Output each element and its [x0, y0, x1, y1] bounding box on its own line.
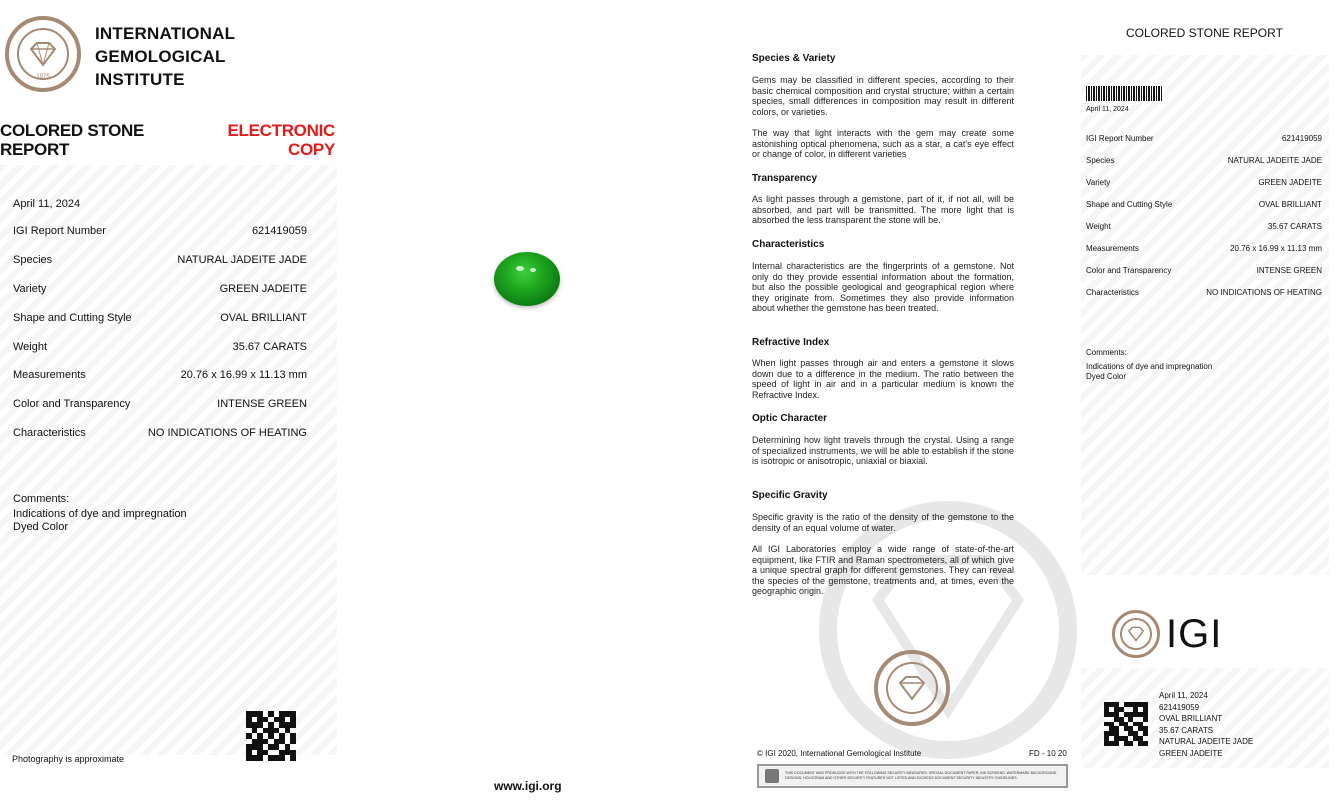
- report-row: [1086, 200, 1322, 209]
- right-panel-background: [1081, 55, 1329, 575]
- report-title-line2: REPORT: [0, 140, 70, 159]
- row-value: INTENSE GREEN: [1256, 266, 1322, 275]
- photo-note: Photography is approximate: [12, 754, 125, 764]
- card-qr-code: [1104, 702, 1148, 746]
- report-row: [13, 312, 307, 324]
- security-note: THIS DOCUMENT WAS PRODUCED WITH THE FOLLOWING SECURITY MEASURES: SPECIAL DOCUMENT PAPER, INK SCREENS, WATERMARK BACKGROUND DESIGNS, HOLOGRAM AND OTHER SECURITY FEATURES NOT LISTED AND EXCEEDS DOCUMENT SECURITY INDUSTRY GUIDELINES.: [785, 771, 1057, 780]
- row-label: Variety: [1086, 178, 1111, 187]
- report-row: [1086, 266, 1322, 275]
- qr-code: [246, 711, 296, 761]
- report-row: [13, 369, 307, 381]
- row-value: GREEN JADEITE: [219, 283, 307, 295]
- report-row: [1086, 156, 1322, 165]
- brand-line: GEMOLOGICAL: [95, 47, 226, 66]
- barcode: [1086, 86, 1162, 101]
- report-row: [13, 427, 307, 439]
- report-row: [13, 283, 307, 295]
- row-label: Variety: [13, 283, 47, 295]
- electronic-line1: ELECTRONIC: [227, 121, 335, 140]
- row-label: Weight: [1086, 222, 1111, 231]
- row-value: 35.67 CARATS: [232, 341, 307, 353]
- row-label: Species: [13, 254, 53, 266]
- electronic-copy-label: [200, 121, 335, 159]
- section-paragraph: Gems may be classified in different species, according to their basic chemical composition and crystal structure; within a certain species, small differences in composition may result in different colors, or varieties.: [752, 75, 1014, 117]
- row-label: IGI Report Number: [1086, 134, 1154, 143]
- section-paragraph: The way that light interacts with the gem may create some astonishing optical phenomena, such as a star, a cat's eye effect or change of color, in different varieties: [752, 128, 1014, 159]
- row-value: 621419059: [251, 225, 307, 237]
- gemstone-photo: [494, 252, 560, 306]
- row-value: NO INDICATIONS OF HEATING: [147, 427, 307, 439]
- gem-highlight: [530, 268, 536, 272]
- seal-year: 1975: [36, 74, 50, 80]
- row-value: 20.76 x 16.99 x 11.13 mm: [180, 369, 307, 381]
- section-title: Optic Character: [752, 413, 828, 424]
- comments-line: Indications of dye and impregnation: [13, 508, 187, 520]
- report-row: [1086, 178, 1322, 187]
- gem-highlight: [516, 266, 524, 271]
- row-label: Measurements: [1086, 244, 1139, 253]
- row-label: Weight: [13, 341, 48, 353]
- row-value: GREEN JADEITE: [1258, 178, 1322, 187]
- lock-icon: [765, 769, 779, 783]
- report-row: [1086, 134, 1322, 143]
- row-label: Shape and Cutting Style: [1086, 200, 1173, 209]
- card-line: NATURAL JADEITE JADE: [1159, 737, 1254, 746]
- card-line: 35.67 CARATS: [1159, 725, 1214, 735]
- section-paragraph: As light passes through a gemstone, part of it, if not all, will be absorbed, and part will be transmitted. The more light that is absorbed the less transparent the stone will be.: [752, 194, 1014, 225]
- row-label: Characteristics: [13, 427, 86, 439]
- row-label: Characteristics: [1086, 288, 1139, 297]
- report-row: [1086, 244, 1322, 253]
- electronic-line2: COPY: [288, 140, 335, 159]
- comments-line: Dyed Color: [1086, 372, 1127, 381]
- right-comments-block: [1086, 348, 1212, 382]
- comments-line: Indications of dye and impregnation: [1086, 362, 1213, 371]
- igi-seal-logo: [5, 16, 81, 92]
- row-value: OVAL BRILLIANT: [1258, 200, 1322, 209]
- section-title: Transparency: [752, 173, 818, 184]
- section-title: Species & Variety: [752, 53, 836, 64]
- section-title: Specific Gravity: [752, 490, 828, 501]
- institute-name: [95, 22, 235, 91]
- report-row: [13, 341, 307, 353]
- brand-line: INSTITUTE: [95, 70, 185, 89]
- igi-logo-text: IGI: [1166, 612, 1223, 656]
- row-value: 621419059: [1281, 134, 1322, 143]
- comments-label: Comments:: [1086, 348, 1127, 357]
- card-line: 621419059: [1159, 702, 1200, 712]
- comments-label: Comments:: [13, 493, 70, 505]
- card-line: OVAL BRILLIANT: [1159, 714, 1223, 723]
- row-value: INTENSE GREEN: [217, 398, 307, 410]
- section-title: Refractive Index: [752, 337, 830, 348]
- report-date: April 11, 2024: [13, 198, 81, 210]
- security-strip: [757, 764, 1068, 788]
- card-line: GREEN JADEITE: [1159, 748, 1223, 758]
- brand-line: INTERNATIONAL: [95, 24, 236, 43]
- right-report-date: April 11, 2024: [1086, 106, 1129, 113]
- section-paragraph: Specific gravity is the ratio of the density of the gemstone to the density of an equal volume of water.: [752, 512, 1014, 533]
- report-row: [13, 398, 307, 410]
- row-label: Color and Transparency: [13, 398, 131, 410]
- website-link[interactable]: www.igi.org: [494, 779, 562, 793]
- row-value: 35.67 CARATS: [1267, 222, 1322, 231]
- report-title: [0, 121, 144, 159]
- card-line: April 11, 2024: [1159, 691, 1208, 700]
- right-report-title: COLORED STONE REPORT: [1126, 26, 1283, 40]
- section-paragraph: Determining how light travels through the crystal. Using a range of specialized instruments, we will be able to establish if the stone is isotropic or anisotropic, uniaxial or biaxial.: [752, 435, 1014, 466]
- section-paragraph: All IGI Laboratories employ a wide range of state-of-the-art equipment, like FTIR and Raman spectrometers, all of which give a unique spectral graph for different gemstones. They can reveal the species of the gemstone, treatments and, at times, even the geographic origin.: [752, 544, 1014, 596]
- report-row: [13, 254, 307, 266]
- diamond-icon: [897, 675, 927, 701]
- id-card-lines: [1159, 690, 1253, 759]
- row-value: NO INDICATIONS OF HEATING: [1206, 288, 1322, 297]
- comments-line: Dyed Color: [13, 521, 69, 533]
- section-title: Characteristics: [752, 239, 825, 250]
- row-label: Shape and Cutting Style: [13, 312, 132, 324]
- row-label: IGI Report Number: [13, 225, 106, 237]
- row-value: NATURAL JADEITE JADE: [1227, 156, 1322, 165]
- section-paragraph: Internal characteristics are the fingerprints of a gemstone. Not only do they provide essential information about the formation, but also the possible geological and geographical region where they originate from. Sometimes they also provide information about whether the gemstone has been treated.: [752, 261, 1014, 313]
- diamond-icon: [28, 41, 58, 67]
- copyright: © IGI 2020, International Gemological Institute: [757, 749, 922, 758]
- row-label: Species: [1086, 156, 1115, 165]
- report-title-line1: COLORED STONE: [0, 121, 145, 140]
- form-code: FD - 10 20: [1029, 749, 1067, 758]
- comments-block: [13, 493, 187, 534]
- row-label: Measurements: [13, 369, 86, 381]
- section-paragraph: When light passes through air and enters a gemstone it slows down due to a difference in the medium. The ratio between the speed of light in air and in a particular medium is known the Refractive Index.: [752, 358, 1014, 400]
- igi-logo: [1112, 610, 1222, 658]
- row-value: NATURAL JADEITE JADE: [177, 254, 307, 266]
- row-label: Color and Transparency: [1086, 266, 1172, 275]
- diamond-icon: [1127, 626, 1145, 642]
- report-row: [1086, 222, 1322, 231]
- row-value: OVAL BRILLIANT: [220, 312, 307, 324]
- report-row: [1086, 288, 1322, 297]
- row-value: 20.76 x 16.99 x 11.13 mm: [1230, 244, 1322, 253]
- report-row: [13, 225, 307, 237]
- igi-seal-small: [874, 650, 950, 726]
